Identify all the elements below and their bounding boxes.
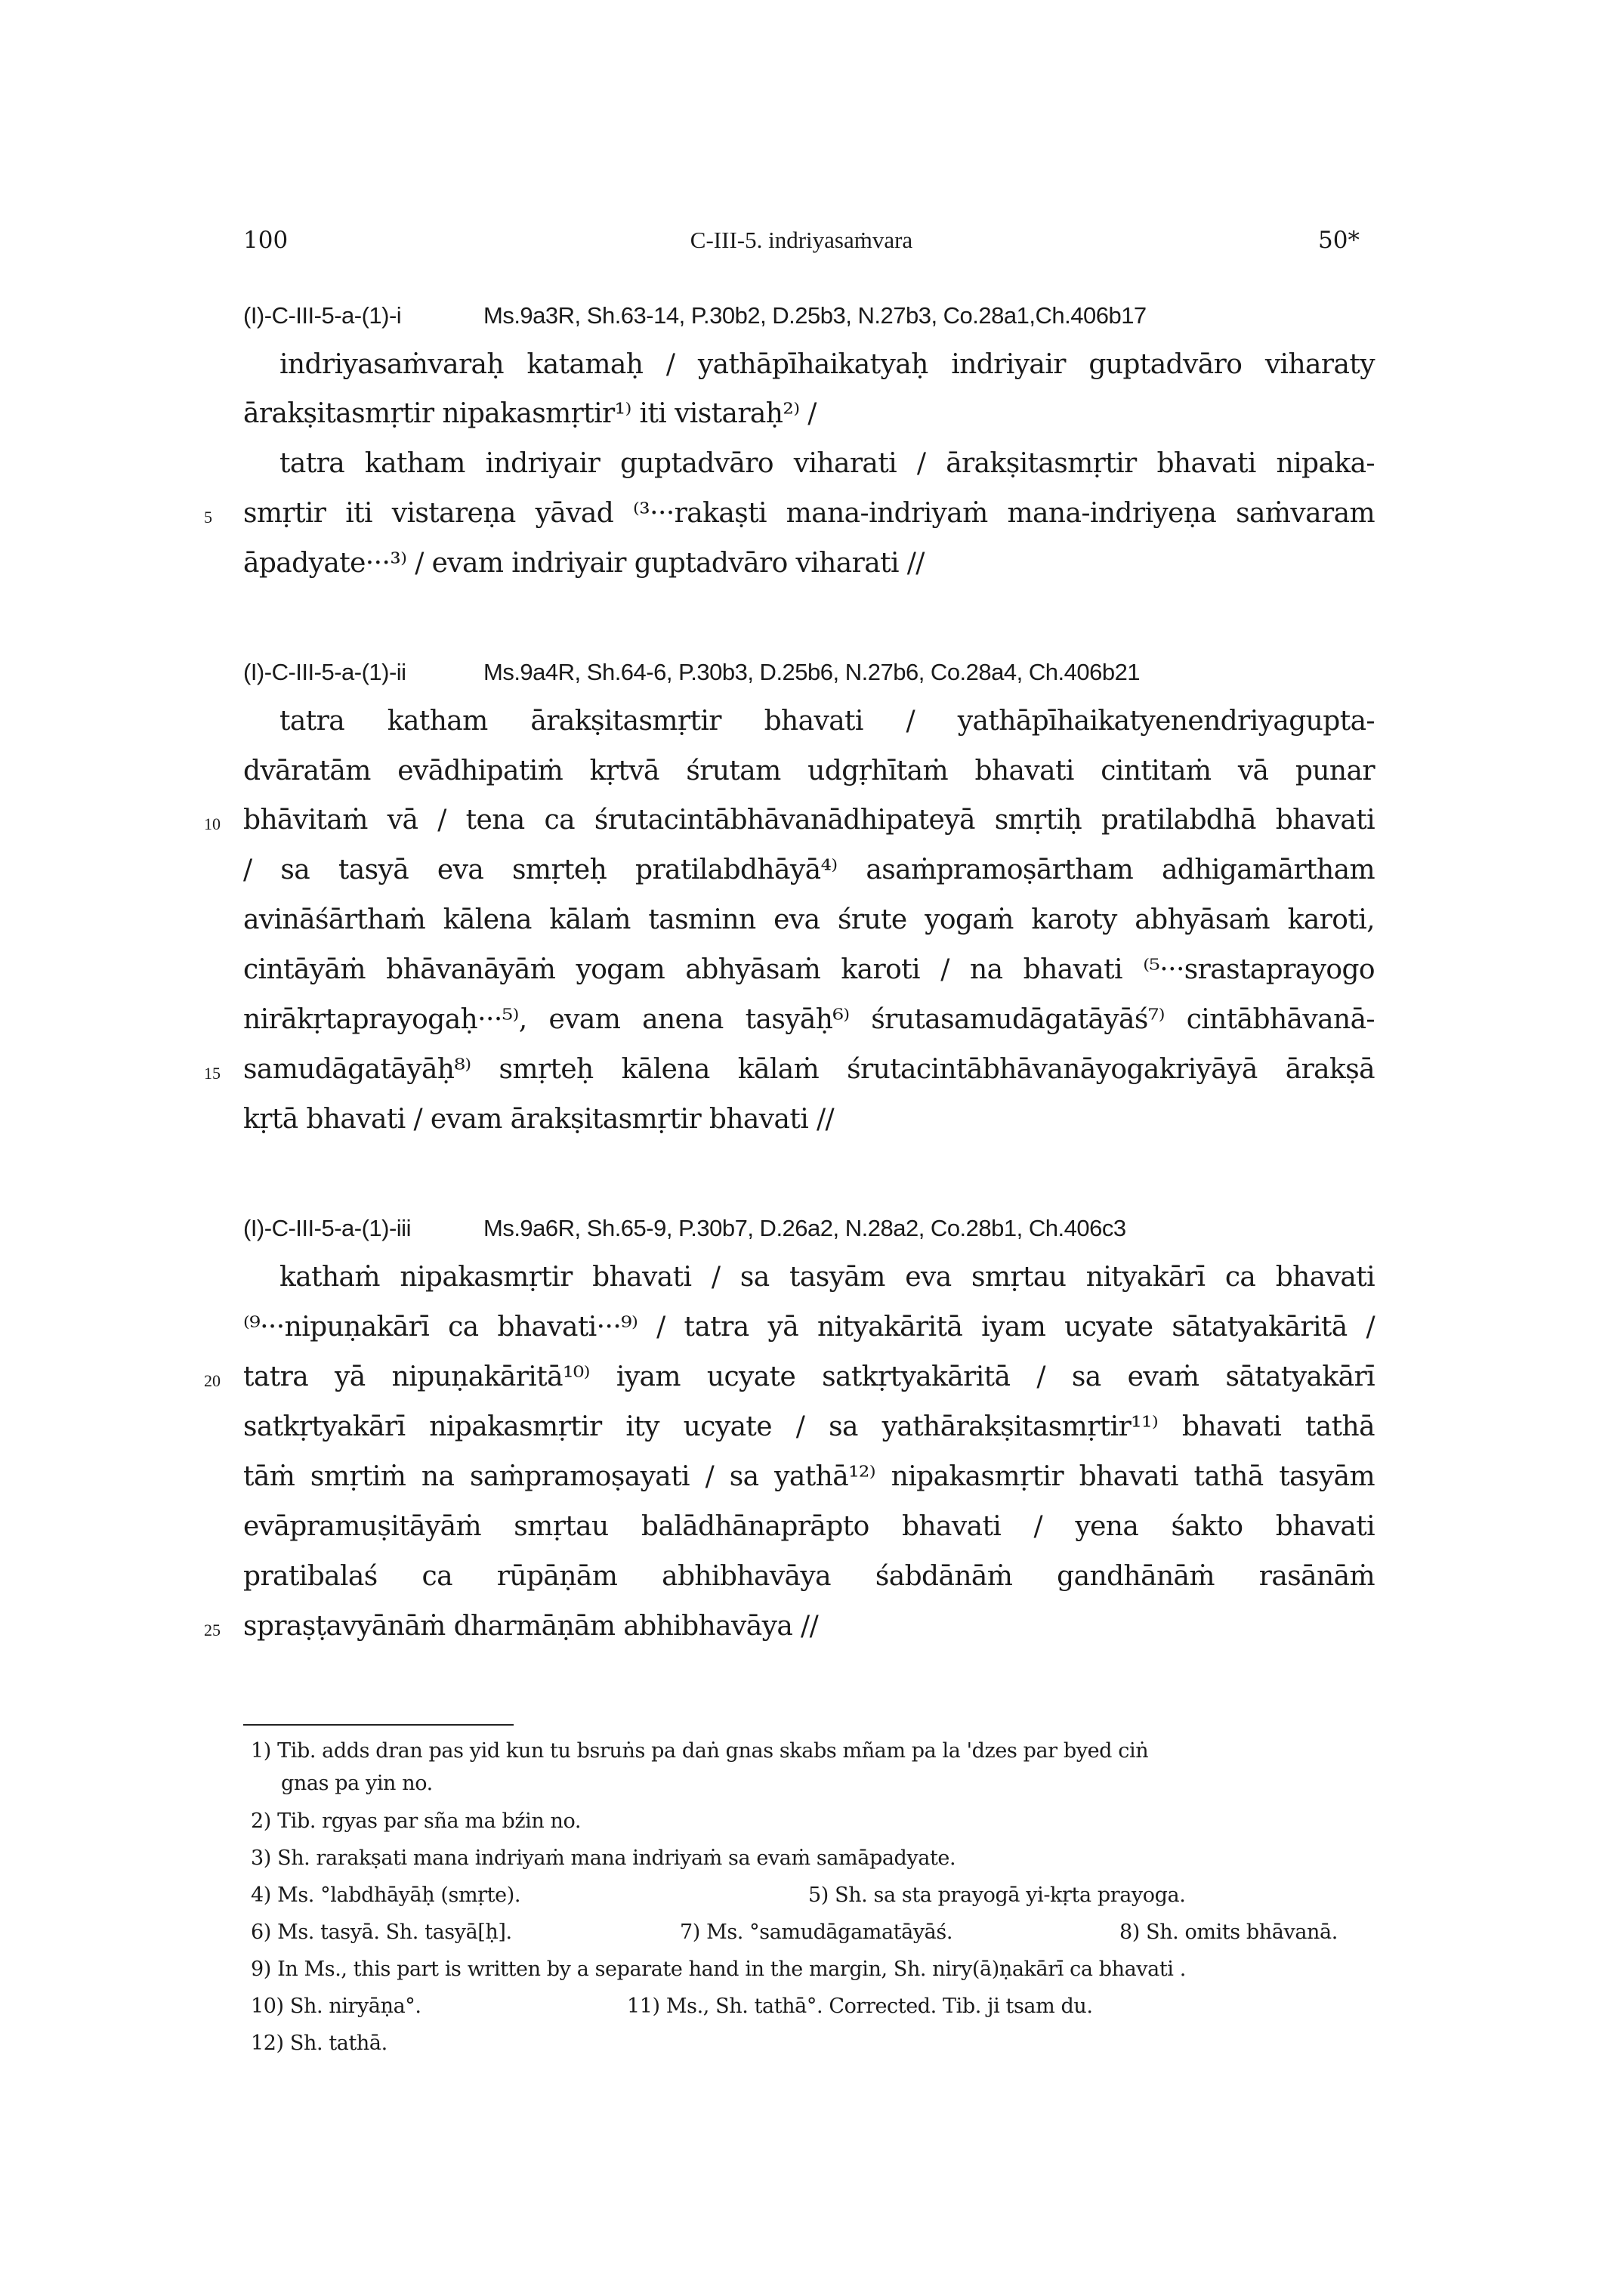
footnote: 9) In Ms., this part is written by a separate hand in the margin, Sh. niry(ā)ṇakārī ca bhavati . bbox=[251, 1958, 1186, 1981]
section-sources: Ms.9a4R, Sh.64-6, P.30b3, D.25b6, N.27b6, Co.28a4, Ch.406b21 bbox=[483, 659, 1141, 685]
section-id: (I)-C-III-5-a-(1)-ii bbox=[243, 659, 406, 685]
text-line: kathaṁ nipakasmṛtir bhavati / sa tasyām eva smṛtau nityakārī ca bhavati bbox=[279, 1262, 1375, 1293]
text-line: nirākṛtaprayogaḥ···⁵⁾, evam anena tasyāḥ⁶⁾ śrutasamudāgatāyāś⁷⁾ cintābhāvanā- bbox=[243, 1004, 1375, 1035]
text-line: ⁽⁹···nipuṇakārī ca bhavati···⁹⁾ / tatra yā nityakāritā iyam ucyate sātatyakāritā / bbox=[243, 1312, 1375, 1343]
section-sources: Ms.9a6R, Sh.65-9, P.30b7, D.26a2, N.28a2, Co.28b1, Ch.406c3 bbox=[483, 1215, 1126, 1241]
footnote-rule bbox=[243, 1724, 514, 1726]
footnote: 7) Ms. °samudāgamatāyāś. bbox=[680, 1921, 953, 1944]
section-heading bbox=[243, 659, 1140, 686]
section-id: (I)-C-III-5-a-(1)-i bbox=[243, 302, 402, 329]
text-line: tatra katham indriyair guptadvāro viharati / ārakṣitasmṛtir bhavati nipaka- bbox=[279, 448, 1375, 479]
chapter-title: C-III-5. indriyasaṁvara bbox=[690, 227, 913, 253]
text-line: / sa tasyā eva smṛteḥ pratilabdhāyā⁴⁾ asaṁpramoṣārtham adhigamārtham bbox=[243, 854, 1375, 885]
footnote: 4) Ms. °labdhāyāḥ (smṛte). bbox=[251, 1883, 521, 1907]
text-line: tatra yā nipuṇakāritā¹⁰⁾ iyam ucyate satkṛtyakāritā / sa evaṁ sātatyakārī bbox=[243, 1361, 1375, 1392]
footnote: 5) Sh. sa sta prayogā yi-kṛta prayoga. bbox=[808, 1883, 1186, 1907]
text-line: tāṁ smṛtiṁ na saṁpramoṣayati / sa yathā¹²⁾ nipakasmṛtir bhavati tathā tasyām bbox=[243, 1461, 1375, 1492]
text-line: cintāyāṁ bhāvanāyāṁ yogam abhyāsaṁ karoti / na bhavati ⁽⁵···srastaprayogo bbox=[243, 954, 1375, 985]
text-line: ārakṣitasmṛtir nipakasmṛtir¹⁾ iti vistaraḥ²⁾ / bbox=[243, 398, 817, 429]
footnote: 6) Ms. tasyā. Sh. tasyā[ḥ]. bbox=[251, 1921, 512, 1944]
line-number: 15 bbox=[204, 1064, 221, 1083]
text-line: avināśārthaṁ kālena kālaṁ tasminn eva śrute yogaṁ karoty abhyāsaṁ karoti, bbox=[243, 904, 1375, 935]
text-line: bhāvitaṁ vā / tena ca śrutacintābhāvanādhipateyā smṛtiḥ pratilabdhā bhavati bbox=[243, 805, 1375, 836]
footnote: 12) Sh. tathā. bbox=[251, 2032, 387, 2055]
text-line: āpadyate···³⁾ / evam indriyair guptadvāro viharati // bbox=[243, 548, 925, 579]
text-line: tatra katham ārakṣitasmṛtir bhavati / yathāpīhaikatyenendriyagupta- bbox=[279, 706, 1375, 737]
footnote: 11) Ms., Sh. tathā°. Corrected. Tib. ji tsam du. bbox=[627, 1995, 1093, 2018]
section-id: (I)-C-III-5-a-(1)-iii bbox=[243, 1215, 411, 1241]
section-heading bbox=[243, 1215, 1126, 1242]
text-line: kṛtā bhavati / evam ārakṣitasmṛtir bhavati // bbox=[243, 1104, 835, 1135]
line-number: 20 bbox=[204, 1371, 221, 1390]
section-sources: Ms.9a3R, Sh.63-14, P.30b2, D.25b3, N.27b3, Co.28a1,Ch.406b17 bbox=[483, 302, 1147, 329]
line-number: 10 bbox=[204, 814, 221, 833]
footnote: 2) Tib. rgyas par sña ma bźin no. bbox=[251, 1809, 582, 1833]
text-line: dvāratām evādhipatiṁ kṛtvā śrutam udgṛhītaṁ bhavati cintitaṁ vā punar bbox=[243, 756, 1375, 786]
footnote: 1) Tib. adds dran pas yid kun tu bsruṅs pa daṅ gnas skabs mñam pa la 'dzes par byed ciṅ bbox=[251, 1739, 1149, 1763]
text-line: samudāgatāyāḥ⁸⁾ smṛteḥ kālena kālaṁ śrutacintābhāvanāyogakriyāyā ārakṣā bbox=[243, 1054, 1375, 1085]
line-number: 5 bbox=[204, 508, 212, 527]
section-heading bbox=[243, 302, 1147, 329]
page-number: 100 bbox=[243, 227, 289, 254]
text-line: evāpramuṣitāyāṁ smṛtau balādhānaprāpto bhavati / yena śakto bhavati bbox=[243, 1511, 1375, 1542]
text-line: spraṣṭavyānāṁ dharmāṇām abhibhavāya // bbox=[243, 1611, 819, 1642]
text-line: pratibalaś ca rūpāṇām abhibhavāya śabdānāṁ gandhānāṁ rasānāṁ bbox=[243, 1561, 1375, 1592]
footnote: 3) Sh. rarakṣati mana indriyaṁ mana indriyaṁ sa evaṁ samāpadyate. bbox=[251, 1846, 956, 1870]
footnote: gnas pa yin no. bbox=[281, 1772, 433, 1795]
running-header bbox=[243, 227, 1360, 263]
footnote: 8) Sh. omits bhāvanā. bbox=[1119, 1921, 1338, 1944]
text-line: smṛtir iti vistareṇa yāvad ⁽³···rakaṣti mana-indriyaṁ mana-indriyeṇa saṁvaram bbox=[243, 498, 1375, 529]
line-number: 25 bbox=[204, 1621, 221, 1639]
text-line: satkṛtyakārī nipakasmṛtir ity ucyate / sa yathārakṣitasmṛtir¹¹⁾ bhavati tathā bbox=[243, 1411, 1375, 1442]
footnote: 10) Sh. niryāṇa°. bbox=[251, 1995, 421, 2018]
text-line: indriyasaṁvaraḥ katamaḥ / yathāpīhaikatyaḥ indriyair guptadvāro viharaty bbox=[279, 349, 1375, 380]
folio-reference: 50* bbox=[1318, 227, 1360, 254]
